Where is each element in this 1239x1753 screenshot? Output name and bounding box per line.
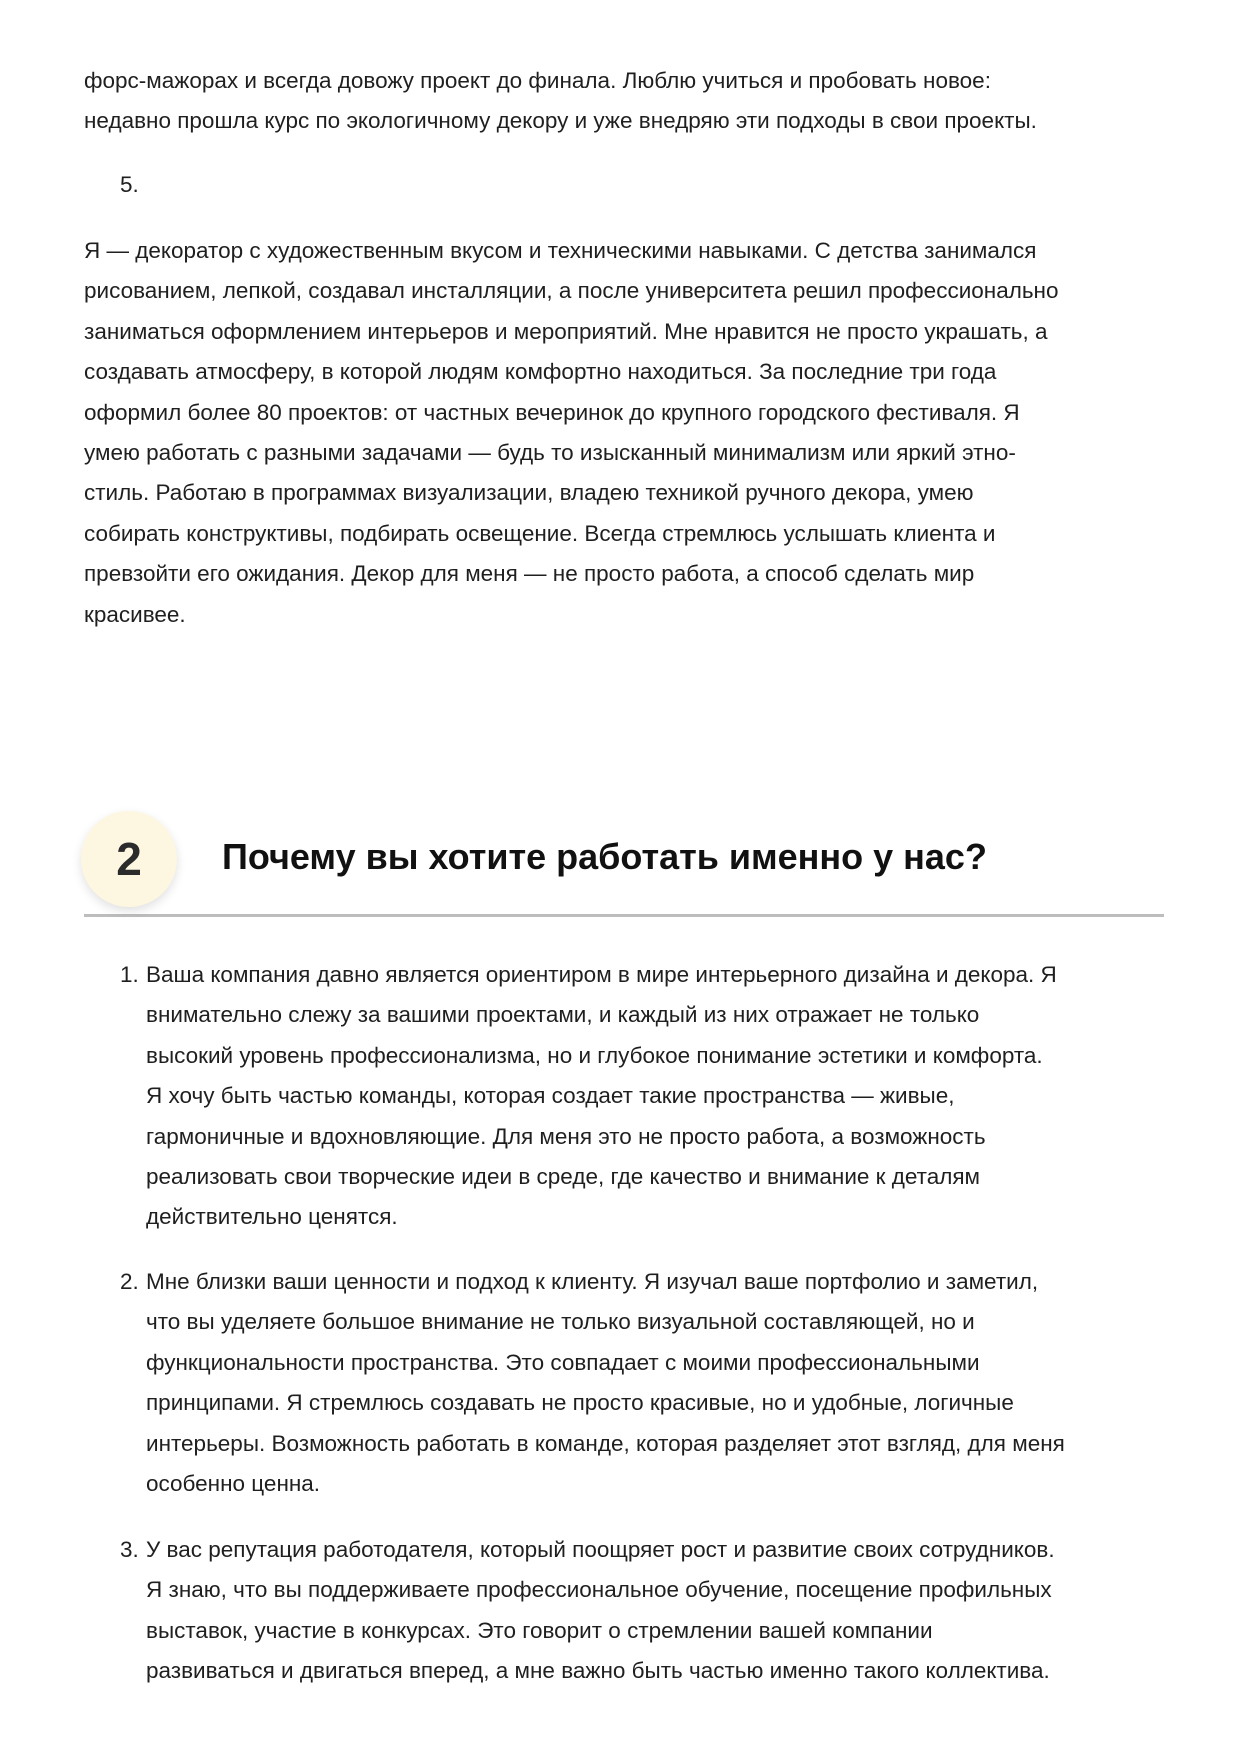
text-line: высокий уровень профессионализма, но и глубокое понимание эстетики и комфорта. xyxy=(146,1042,1043,1068)
text-line: Мне близки ваши ценности и подход к клиенту. Я изучал ваше портфолио и заметил, xyxy=(146,1269,1039,1294)
text-line: что вы уделяете большое внимание не только визуальной составляющей, но и xyxy=(146,1309,975,1335)
text-line: внимательно слежу за вашими проектами, и каждый из них отражает не только xyxy=(146,1002,980,1028)
list-item-text xyxy=(146,955,1180,1238)
list-item xyxy=(120,1262,1180,1504)
list-item-text xyxy=(146,1530,1180,1692)
text-line: принципами. Я стремлюсь создавать не просто красивые, но и удобные, логичные xyxy=(146,1390,1014,1416)
text-line: интерьеры. Возможность работать в команде, которая разделяет этот взгляд, для меня xyxy=(146,1430,1065,1456)
text-line: развиваться и двигаться вперед, а мне важно быть частью именно такого коллектива. xyxy=(146,1658,1050,1684)
text-line: превзойти его ожидания. Декор для меня — не просто работа, а способ сделать мир xyxy=(84,561,975,587)
text-line: создавать атмосферу, в которой людям комфортно находиться. За последние три года xyxy=(84,359,997,385)
list-item-text xyxy=(146,1262,1180,1504)
text-line: заниматься оформлением интерьеров и мероприятий. Мне нравится не просто украшать, а xyxy=(84,318,1048,344)
text-line: выставок, участие в конкурсах. Это говорит о стремлении вашей компании xyxy=(146,1617,933,1643)
text-line: оформил более 80 проектов: от частных вечеринок до крупного городского фестиваля. Я xyxy=(84,399,1020,425)
text-line: Ваша компания давно является ориентиром в мире интерьерного дизайна и декора. Я xyxy=(146,962,1057,987)
list-item xyxy=(120,1530,1180,1692)
text-line: Я знаю, что вы поддерживаете профессиональное обучение, посещение профильных xyxy=(146,1577,1052,1603)
text-line: недавно прошла курс по экологичному декору и уже внедряю эти подходы в свои проекты. xyxy=(84,108,1037,134)
list-number: 1. xyxy=(120,962,139,987)
text-line: функциональности пространства. Это совпадает с моими профессиональными xyxy=(146,1349,980,1375)
text-line: рисованием, лепкой, создавал инсталляции, а после университета решил профессионально xyxy=(84,278,1059,304)
list-number: 3. xyxy=(120,1537,139,1562)
list-item xyxy=(120,955,1180,1238)
intro-paragraph-tail xyxy=(84,61,1174,142)
text-line: собирать конструктивы, подбирать освещение. Всегда стремлюсь услышать клиента и xyxy=(84,520,996,546)
text-line: действительно ценятся. xyxy=(146,1204,398,1230)
section-heading xyxy=(84,800,1164,917)
list-number: 2. xyxy=(120,1269,139,1294)
text-line: форс-мажорах и всегда довожу проект до финала. Люблю учиться и пробовать новое: xyxy=(84,68,991,93)
text-line: реализовать свои творческие идеи в среде, где качество и внимание к деталям xyxy=(146,1164,981,1190)
answer-5-paragraph xyxy=(84,231,1174,635)
text-line: красивее. xyxy=(84,601,186,627)
text-line: гармоничные и вдохновляющие. Для меня это не просто работа, а возможность xyxy=(146,1123,986,1149)
section-title: Почему вы хотите работать именно у нас? xyxy=(222,836,987,877)
text-line: особенно ценна. xyxy=(146,1471,321,1497)
list-number-5: 5. xyxy=(120,172,139,197)
text-line: стиль. Работаю в программах визуализации, владею техникой ручного декора, умею xyxy=(84,480,974,506)
section-number-badge: 2 xyxy=(81,811,177,907)
text-line: умею работать с разными задачами — будь то изысканный минимализм или яркий этно- xyxy=(84,440,1016,466)
text-line: Я — декоратор с художественным вкусом и техническими навыками. С детства занимался xyxy=(84,238,1037,263)
text-line: У вас репутация работодателя, который поощряет рост и развитие своих сотрудников. xyxy=(146,1537,1055,1562)
text-line: Я хочу быть частью команды, которая создает такие пространства — живые, xyxy=(146,1083,955,1109)
